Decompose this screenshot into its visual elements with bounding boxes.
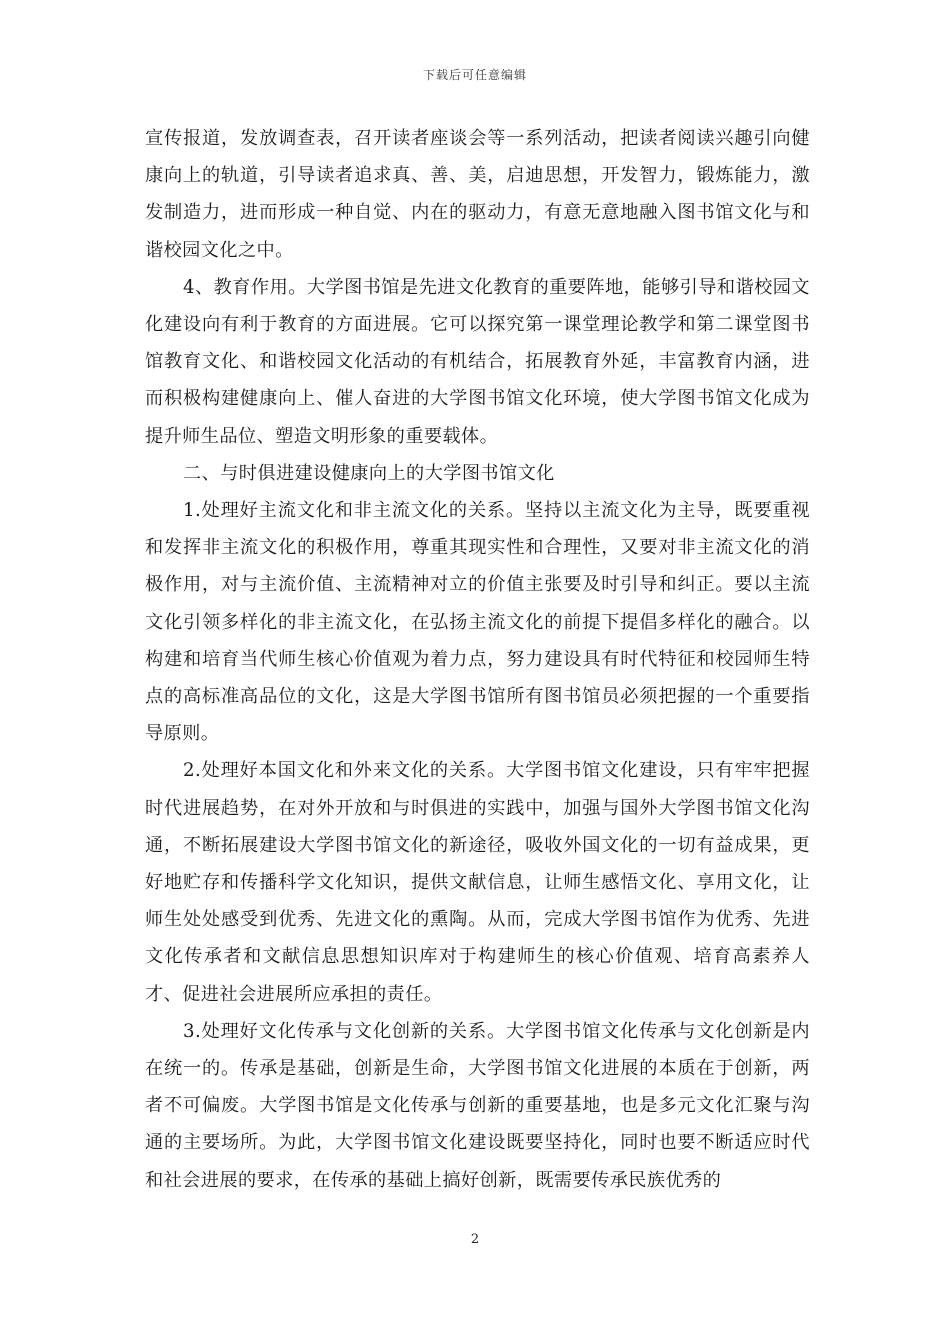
document-body	[145, 120, 810, 1199]
paragraph-continuation: 宣传报道，发放调查表，召开读者座谈会等一系列活动，把读者阅读兴趣引向健康向上的轨道，引导读者追求真、善、美，启迪思想，开发智力，锻炼能力，激发制造力，进而形成一种自觉、内在的驱动力，有意无意地融入图书馆文化与和谐校园文化之中。	[145, 128, 810, 261]
page-header: 下载后可任意编辑	[422, 68, 527, 82]
section-heading: 二、与时俱进建设健康向上的大学图书馆文化	[183, 462, 555, 484]
paragraph-mainstream-culture: 1.处理好主流文化和非主流文化的关系。坚持以主流文化为主导，既要重视和发挥非主流文化的积极作用，尊重其现实性和合理性，又要对非主流文化的消极作用，对与主流价值、主流精神对立的价值主张要及时引导和纠正。要以主流文化引领多样化的非主流文化，在弘扬主流文化的前提下提倡多样化的融合。以构建和培育当代师生核心价值观为着力点，努力建设具有时代特征和校园师生特点的高标准高品位的文化，这是大学图书馆所有图书馆员必须把握的一个重要指导原则。	[145, 500, 810, 745]
paragraph-education-role: 4、教育作用。大学图书馆是先进文化教育的重要阵地，能够引导和谐校园文化建设向有利于教育的方面进展。它可以探究第一课堂理论教学和第二课堂图书馆教育文化、和谐校园文化活动的有机结合，拓展教育外延，丰富教育内涵，进而积极构建健康向上、催人奋进的大学图书馆文化环境，使大学图书馆文化成为提升师生品位、塑造文明形象的重要载体。	[145, 276, 810, 447]
paragraph-foreign-culture: 2.处理好本国文化和外来文化的关系。大学图书馆文化建设，只有牢牢把握时代进展趋势，在对外开放和与时俱进的实践中，加强与国外大学图书馆文化沟通，不断拓展建设大学图书馆文化的新途径，吸收外国文化的一切有益成果，更好地贮存和传播科学文化知识，提供文献信息，让师生感悟文化、享用文化，让师生处处感受到优秀、先进文化的熏陶。从而，完成大学图书馆作为优秀、先进文化传承者和文献信息思想知识库对于构建师生的核心价值观、培育高素养人才、促进社会进展所应承担的责任。	[145, 760, 810, 1005]
paragraph-culture-innovation: 3.处理好文化传承与文化创新的关系。大学图书馆文化传承与文化创新是内在统一的。传承是基础，创新是生命，大学图书馆文化进展的本质在于创新，两者不可偏废。大学图书馆是文化传承与创新的重要基地，也是多元文化汇聚与沟通的主要场所。为此，大学图书馆文化建设既要坚持化，同时也要不断适应时代和社会进展的要求，在传承的基础上搞好创新，既需要传承民族优秀的	[145, 1020, 810, 1191]
page-number: 2	[470, 1232, 480, 1247]
